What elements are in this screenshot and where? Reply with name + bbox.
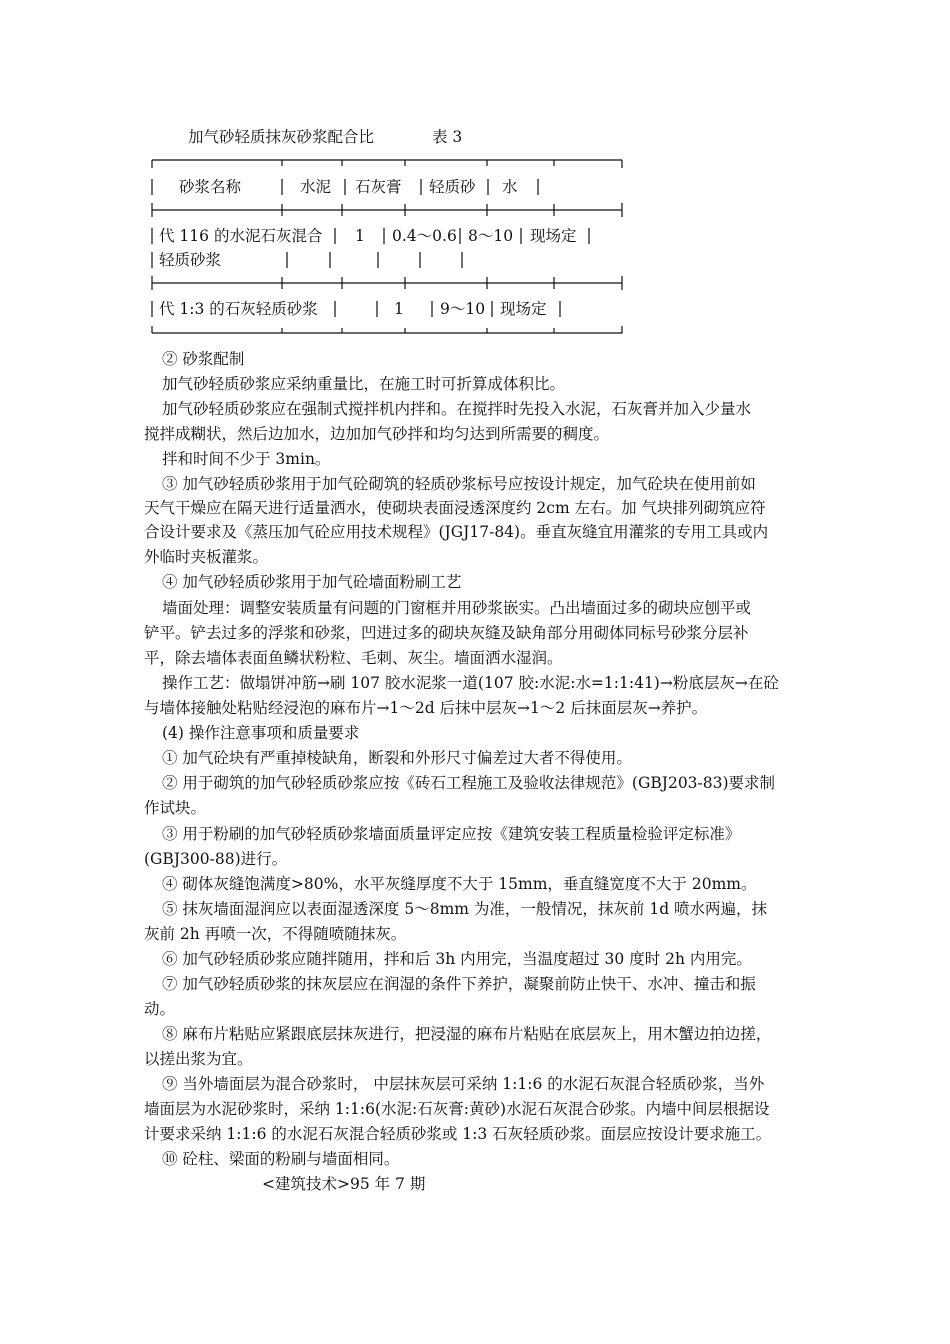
- row1-sand: 8～10: [468, 227, 514, 245]
- row1-name-line1: 代 116 的水泥石灰混合: [159, 227, 323, 245]
- row2-sand: 9～10: [440, 300, 486, 318]
- source-citation: <建筑技术>95 年 7 期: [262, 1175, 426, 1193]
- text-line: 墙面处理：调整安装质量有问题的门窗框并用砂浆嵌实。凸出墙面过多的砌块应刨平或: [162, 599, 752, 617]
- header-lime: 石灰膏: [355, 178, 402, 196]
- text-line: 计要求采纳 1:1:6 的水泥石灰混合轻质砂浆或 1:3 石灰轻质砂浆。面层应按设计要求施工。: [144, 1125, 772, 1143]
- row2-lime: 1: [394, 300, 404, 318]
- text-line: 动。: [144, 1000, 176, 1018]
- table-number: 表 3: [432, 128, 463, 146]
- row2-water: 现场定: [500, 300, 547, 318]
- text-line: 墙面层为水泥砂浆时，采纳 1:1:6(水泥:石灰膏:黄砂)水泥石灰混合砂浆。内墙中间层根据设: [144, 1100, 770, 1118]
- text-line: ⑨ 当外墙面层为混合砂浆时， 中层抹灰层可采纳 1:1:6 的水泥石灰混合轻质砂浆，当外: [162, 1075, 765, 1093]
- text-line: 天气干燥应在隔天进行适量洒水，使砌块表面浸透深度约 2cm 左右。加 气块排列砌筑应符: [144, 499, 766, 517]
- text-line: 操作工艺：做塌饼冲筋→刷 107 胶水泥浆一道(107 胶:水泥:水=1:1:41)→粉底层灰→在砼: [162, 674, 779, 692]
- text-line: ⑩ 砼柱、梁面的粉刷与墙面相同。: [162, 1150, 400, 1168]
- row1-cement: 1: [355, 227, 365, 245]
- text-line: 灰前 2h 再喷一次，不得随喷随抹灰。: [144, 925, 407, 943]
- header-cement: 水泥: [300, 178, 332, 196]
- text-line: 与墙体接触处粘贴经浸泡的麻布片→1～2d 后抹中层灰→1～2 后抹面层灰→养护。: [144, 699, 708, 717]
- text-line: ⑧ 麻布片粘贴应紧跟底层抹灰进行，把浸湿的麻布片粘贴在底层灰上，用木蟹边拍边搓，: [162, 1025, 772, 1043]
- row1-lime: 0.4～0.6: [392, 227, 457, 245]
- text-line: 铲平。铲去过多的浮浆和砂浆，凹进过多的砌块灰缝及缺角部分用砌体同标号砂浆分层补: [144, 624, 749, 642]
- text-line: 平，除去墙体表面鱼鳞状粉粒、毛刺、灰尘。墙面洒水湿润。: [144, 649, 563, 667]
- row2-name: 代 1:3 的石灰轻质砂浆: [159, 300, 318, 318]
- text-line: ② 砂浆配制: [162, 350, 245, 368]
- text-line: 以搓出浆为宜。: [144, 1050, 253, 1068]
- text-line: ③ 用于粉刷的加气砂轻质砂浆墙面质量评定应按《建筑安装工程质量检验评定标准》: [162, 825, 741, 843]
- text-line: (GBJ300-88)进行。: [144, 850, 288, 868]
- text-line: ⑦ 加气砂轻质砂浆的抹灰层应在润湿的条件下养护，凝聚前防止快干、水冲、撞击和振: [162, 975, 756, 993]
- text-line: ③ 加气砂轻质砂浆用于加气砼砌筑的轻质砂浆标号应按设计规定，加气砼块在使用前如: [162, 475, 756, 493]
- text-line: ⑥ 加气砂轻质砂浆应随拌随用，拌和后 3h 内用完，当温度超过 30 度时 2h 内用完。: [162, 950, 752, 968]
- mix-ratio-table: [0, 0, 950, 360]
- text-line: 外临时夹板灌浆。: [144, 548, 269, 566]
- text-line: 合设计要求及《蒸压加气砼应用技术规程》(JGJ17-84)。垂直灰缝宜用灌浆的专用工具或内: [144, 523, 769, 541]
- text-line: ① 加气砼块有严重掉棱缺角，断裂和外形尺寸偏差过大者不得使用。: [162, 749, 632, 767]
- text-line: 作试块。: [144, 799, 207, 817]
- table-caption: 加气砂轻质抹灰砂浆配合比: [188, 128, 375, 146]
- text-line: ④ 加气砂轻质砂浆用于加气砼墙面粉刷工艺: [162, 573, 462, 591]
- header-light-sand: 轻质砂: [429, 178, 476, 196]
- text-line: (4) 操作注意事项和质量要求: [162, 724, 360, 742]
- text-line: ④ 砌体灰缝饱满度>80%，水平灰缝厚度不大于 15mm，垂直缝宽度不大于 20mm。: [162, 875, 757, 893]
- text-line: 拌和时间不少于 3min。: [162, 450, 331, 468]
- text-line: 加气砂轻质砂浆应在强制式搅拌机内拌和。在搅拌时先投入水泥，石灰膏并加入少量水: [162, 400, 752, 418]
- text-line: ② 用于砌筑的加气砂轻质砂浆应按《砖石工程施工及验收法律规范》(GBJ203-83)要求制: [162, 774, 776, 792]
- row1-water: 现场定: [530, 227, 577, 245]
- text-line: ⑤ 抹灰墙面湿润应以表面湿透深度 5～8mm 为准，一般情况，抹灰前 1d 喷水两遍，抹: [162, 900, 768, 918]
- header-water: 水: [502, 178, 518, 196]
- header-mortar-name: 砂浆名称: [179, 178, 242, 196]
- text-line: 搅拌成糊状，然后边加水，边加加气砂拌和均匀达到所需要的稠度。: [144, 425, 610, 443]
- row1-name-line2: 轻质砂浆: [159, 251, 222, 269]
- text-line: 加气砂轻质砂浆应采纳重量比，在施工时可折算成体积比。: [162, 375, 566, 393]
